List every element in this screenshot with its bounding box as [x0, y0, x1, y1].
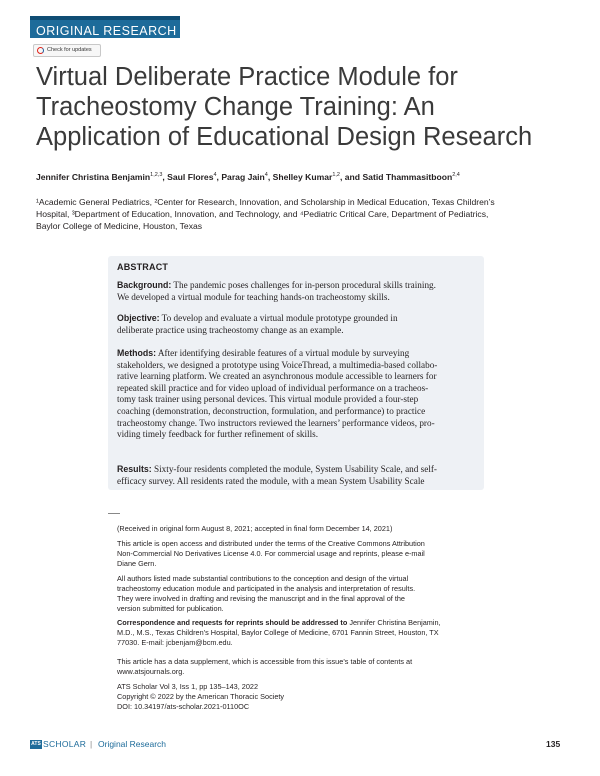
- author-name: Saul Flores: [167, 172, 214, 182]
- note-text: Jennifer Christina Benjamin,: [347, 618, 441, 627]
- abstract-text: coaching (demonstration, deconstruction, formulation, and performance) to practice: [117, 405, 426, 416]
- author-name: Satid Thammasitboon: [362, 172, 453, 182]
- author-affil-sup: 2,4: [452, 172, 460, 179]
- author-name: Shelley Kumar: [272, 172, 333, 182]
- author-name: Jennifer Christina Benjamin: [36, 172, 151, 182]
- article-title: [36, 62, 576, 152]
- author-affil-sup: 1,2: [332, 172, 340, 179]
- note-text: Diane Gern.: [117, 559, 157, 568]
- abstract-text: The pandemic poses challenges for in-person procedural skills training.: [171, 280, 436, 290]
- abstract-label: Background:: [117, 280, 172, 290]
- abstract-text: rative learning platform. We created an asynchronous module accessible to learners for: [117, 371, 437, 382]
- title-line: Application of Educational Design Research: [36, 123, 533, 151]
- page-number: 135: [546, 739, 561, 749]
- abstract-text: To develop and evaluate a virtual module prototype grounded in: [159, 313, 398, 323]
- note-text: All authors listed made substantial contributions to the conception and design of the virtual: [117, 574, 409, 583]
- note-text: version submitted for publication.: [117, 604, 224, 613]
- abstract-background: [117, 280, 477, 303]
- footer-journal-name: SCHOLAR: [43, 739, 87, 749]
- abstract-objective: [117, 313, 477, 336]
- received-note: [117, 524, 487, 534]
- note-bold-text: Correspondence and requests for reprints should be addressed to: [117, 618, 348, 627]
- abstract-text: repeated skill practice and for video upload of individual performance on a tracheos-: [117, 382, 429, 393]
- notes-divider: [108, 513, 120, 514]
- abstract-text: tomy task trainer using personal devices. This virtual module provided a four-step: [117, 394, 419, 405]
- citation-note: [117, 682, 487, 712]
- note-text: They were involved in drafting and revising the manuscript and in the final approval of the: [117, 594, 405, 603]
- note-text: tracheostomy education module and participated in the analysis and interpretation of results.: [117, 584, 416, 593]
- abstract-text: tracheostomy change. Two instructors reviewed the learners’ performance videos, pro-: [117, 417, 435, 428]
- section-label: ORIGINAL RESEARCH: [30, 16, 180, 38]
- supplement-note: [117, 657, 487, 677]
- author-affil-sup: 4: [264, 172, 268, 179]
- abstract-label: Objective:: [117, 313, 160, 323]
- abstract-results: [117, 464, 477, 487]
- footer-separator: |: [90, 739, 93, 749]
- note-text: DOI: 10.34197/ats-scholar.2021-0110OC: [117, 702, 250, 711]
- ats-logo-icon: ATS: [31, 741, 41, 747]
- affiliation-line: Hospital, ³Department of Education, Innovation, and Technology, and ⁴Pediatric Critical Care, Department of Pediatrics,: [36, 209, 489, 219]
- author-affil-sup: 1,2,3: [150, 172, 163, 179]
- abstract-label: Results:: [117, 464, 152, 474]
- note-text: M.D., M.S., Texas Children’s Hospital, Baylor College of Medicine, 6701 Fannin Street, Houston, TX: [117, 628, 439, 637]
- abstract-text: viding timely feedback for further refinement of skills.: [117, 429, 319, 440]
- footer-section-name: Original Research: [98, 739, 167, 749]
- updates-label: Check for updates: [47, 47, 92, 53]
- note-text: (Received in original form August 8, 2021; accepted in final form December 14, 2021): [117, 524, 393, 533]
- note-text: This article has a data supplement, which is accessible from this issue’s table of contents at: [117, 657, 413, 666]
- abstract-methods: [117, 348, 477, 441]
- check-for-updates-button[interactable]: [33, 44, 101, 57]
- abstract-heading: ABSTRACT: [117, 262, 169, 272]
- abstract-text: stakeholders, we designed a prototype using VoiceThread, a multimedia-based collabo-: [117, 359, 438, 370]
- license-note: [117, 539, 487, 569]
- abstract-text: We developed a virtual module for teaching hands-on tracheostomy skills.: [117, 291, 390, 302]
- title-line: Tracheostomy Change Training: An: [36, 93, 435, 121]
- contributions-note: [117, 574, 487, 614]
- abstract-text: efficacy survey. All residents rated the module, with a mean System Usability Scale: [117, 475, 425, 486]
- author-name: Parag Jain: [221, 172, 265, 182]
- abstract-label: Methods:: [117, 348, 157, 358]
- abstract-text: deliberate practice using tracheostomy change as an example.: [117, 324, 344, 335]
- note-text: 77030. E-mail: jcbenjam@bcm.edu.: [117, 638, 233, 647]
- author-affil-sup: 4: [213, 172, 217, 179]
- note-text: This article is open access and distributed under the terms of the Creative Commons Attribution: [117, 539, 425, 548]
- author-list: Jennifer Christina Benjamin$^{1,2,3}$, Saul Flores$^4$, Parag Jain$^4$, Shelley Kumar$^{1,2}$, and Satid Thammasitboon$^{2,4}$: [36, 172, 460, 182]
- note-text: ATS Scholar Vol 3, Iss 1, pp 135–143, 2022: [117, 682, 259, 691]
- affiliation-line: Baylor College of Medicine, Houston, Texas: [36, 221, 203, 231]
- abstract-text: Sixty-four residents completed the module, System Usability Scale, and self-: [151, 464, 437, 474]
- title-line: Virtual Deliberate Practice Module for: [36, 63, 458, 91]
- note-text: www.atsjournals.org.: [117, 667, 185, 676]
- affiliation-line: ¹Academic General Pediatrics, ²Center for Research, Innovation, and Scholarship in Medical Education, Texas Children’s: [36, 197, 495, 207]
- correspondence-note: [117, 618, 487, 648]
- note-text: Copyright © 2022 by the American Thoracic Society: [117, 692, 285, 701]
- note-text: Non-Commercial No Derivatives License 4.0. For commercial usage and reprints, please e-mail: [117, 549, 425, 558]
- abstract-text: After identifying desirable features of a virtual module by surveying: [156, 348, 410, 358]
- updates-icon: [37, 47, 44, 54]
- affiliations: [36, 196, 576, 232]
